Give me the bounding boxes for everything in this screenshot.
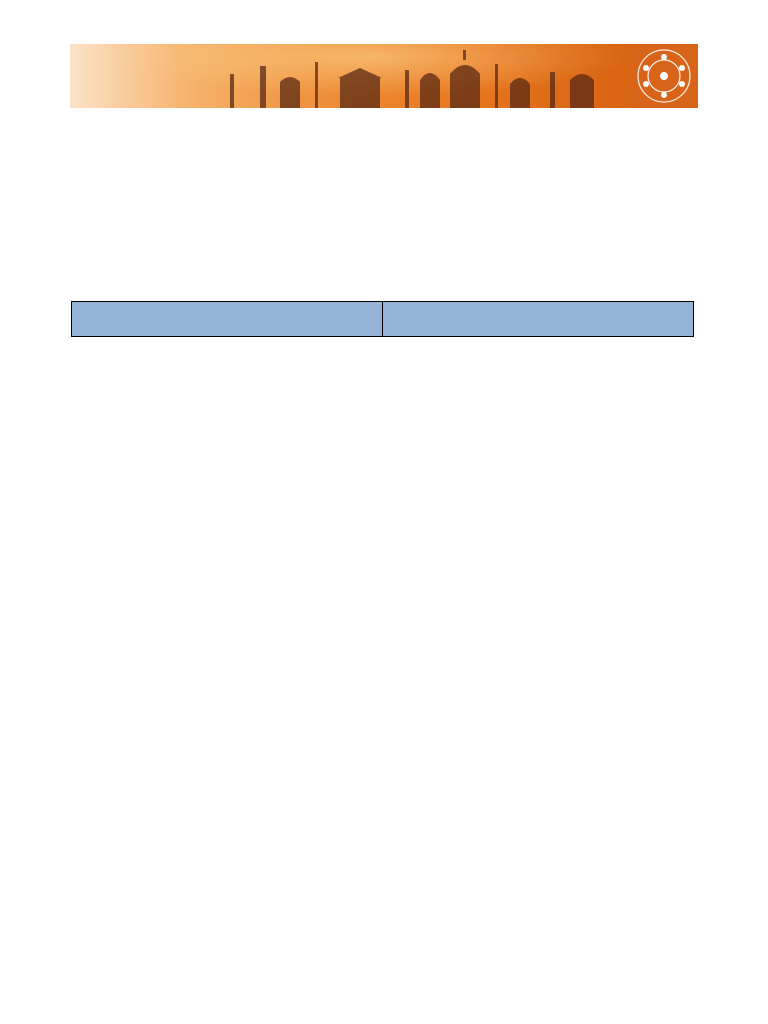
header-banner <box>70 44 698 108</box>
table-header-row <box>72 302 694 337</box>
logo-icon <box>630 44 698 108</box>
brighton-skyline-image <box>220 44 620 108</box>
header-term <box>72 302 383 337</box>
glossary-table <box>71 301 694 337</box>
header-description <box>383 302 694 337</box>
